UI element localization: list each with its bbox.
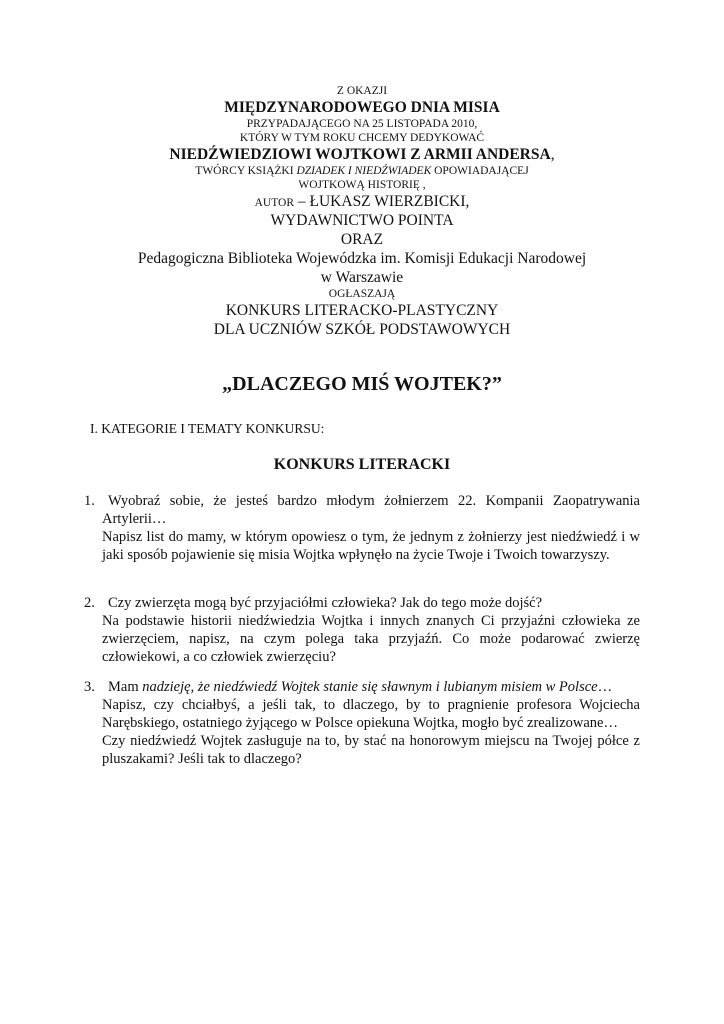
item-prompt: Mam nadzieję, że niedźwiedź Wojtek stanie się sławnym i lubianym misiem w Polsce… (108, 679, 613, 695)
header-contest-type: KONKURS LITERACKO-PLASTYCZNY (225, 302, 499, 319)
item-prompt: Czy zwierzęta mogą być przyjaciółmi człowieka? Jak do tego może dojść? (108, 595, 543, 611)
item-task: Napisz, czy chciałbyś, a jeśli tak, to dlaczego, by to pragnienie profesora Wojciecha Narębskiego, ostatniego żyjącego w Polsce opiekuna Wojtka, mogło być zrealizowane… (102, 697, 640, 731)
announcement-header (60, 84, 664, 339)
header-publisher: WYDAWNICTWO POINTA (270, 212, 454, 229)
header-occasion: Z OKAZJI (336, 85, 388, 97)
item-number: 3. (84, 679, 95, 695)
header-library: Pedagogiczna Biblioteka Wojewódzka im. Komisji Edukacji Narodowej (137, 250, 587, 267)
section-heading: I. KATEGORIE I TEMATY KONKURSU: (90, 421, 325, 436)
topic-item-2 (84, 594, 640, 666)
item-task: Na podstawie historii niedźwiedzia Wojtka i innych znanych Ci przyjaźni człowieka ze zwierzęciem, napisz, na czym polega taka przyjaźń. Co może podarować zwierzę człowiekowi, a co człowiek zwierzęciu? (102, 613, 640, 665)
header-event-name: MIĘDZYNARODOWEGO DNIA MISIA (224, 99, 500, 116)
header-date-line: PRZYPADAJĄCEGO NA 25 LISTOPADA 2010, (246, 118, 478, 130)
item-task: Napisz list do mamy, w którym opowiesz o tym, że jednym z żołnierzy jest niedźwiedź i w jaki sposób pojawienie się misia Wojtka wpłynęło na życie Twoje i Twoich towarzyszy. (102, 529, 640, 563)
header-dedication-line: KTÓRY W TYM ROKU CHCEMY DEDYKOWAĆ (239, 132, 485, 144)
contest-title: „DLACZEGO MIŚ WOJTEK?” (222, 373, 502, 395)
item-number: 1. (84, 493, 95, 509)
header-audience: DLA UCZNIÓW SZKÓŁ PODSTAWOWYCH (213, 321, 511, 338)
header-announce: OGŁASZAJĄ (328, 288, 396, 300)
header-book-line: TWÓRCY KSIĄŻKI DZIADEK I NIEDŹWIADEK OPOWIADAJĄCEJ (195, 165, 529, 177)
topic-item-1 (84, 492, 640, 564)
header-and: ORAZ (340, 231, 384, 248)
header-city: w Warszawie (320, 269, 404, 286)
header-story-line: WOJTKOWĄ HISTORIĘ , (298, 179, 426, 191)
item-prompt: Wyobraź sobie, że jesteś bardzo młodym żołnierzem 22. Kompanii Zaopatrywania Artylerii… (102, 493, 640, 527)
category-title: KONKURS LITERACKI (273, 456, 451, 473)
item-number: 2. (84, 595, 95, 611)
header-author-line: AUTOR – ŁUKASZ WIERZBICKI, (254, 193, 470, 210)
item-question: Czy niedźwiedź Wojtek zasługuje na to, by stać na honorowym miejscu na Twojej półce z pluszakami? Jeśli tak to dlaczego? (102, 733, 640, 767)
header-dedicatee: NIEDŹWIEDZIOWI WOJTKOWI Z ARMII ANDERSA, (169, 146, 555, 163)
topic-item-3 (84, 678, 640, 768)
book-title: DZIADEK I NIEDŹWIADEK (296, 165, 432, 177)
